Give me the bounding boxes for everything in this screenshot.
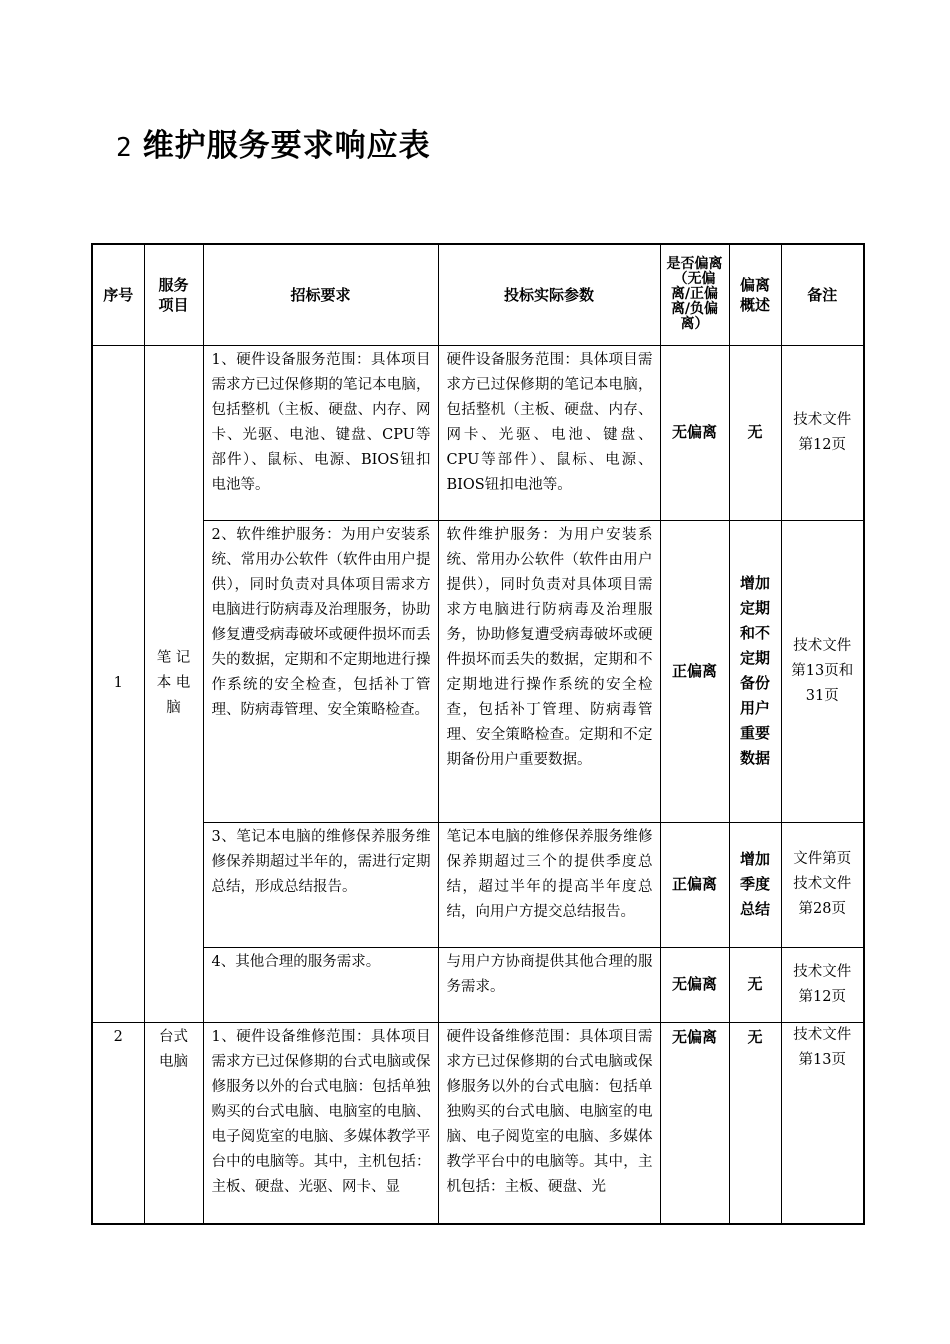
requirement-cell: 3、笔记本电脑的维修保养服务维修保养期超过半年的，需进行定期总结，形成总结报告。 — [203, 822, 438, 947]
row-seq: 1 — [92, 345, 144, 1022]
summary-cell: 无 — [729, 947, 781, 1022]
response-table — [91, 243, 865, 1225]
header-row — [92, 244, 864, 345]
deviation-cell: 无偏离 — [660, 345, 729, 520]
table-row — [92, 822, 864, 947]
header-seq: 序号 — [92, 244, 144, 345]
bid-cell: 软件维护服务：为用户安装系统、常用办公软件（软件由用户提供），同时负责对具体项目需求方电脑进行防病毒及治理服务，协助修复遭受病毒破坏或硬件损坏而丢失的数据，定期和不定期地进行操作系统的安全检查，包括补丁管理、防病毒管理、安全策略检查。定期和不定期备份用户重要数据。 — [438, 520, 660, 822]
remark-cell: 技术文件第12页 — [781, 345, 864, 520]
bid-cell: 与用户方协商提供其他合理的服务需求。 — [438, 947, 660, 1022]
table-row — [92, 947, 864, 1022]
section-title: 维护服务要求响应表 — [142, 128, 431, 164]
requirement-cell: 4、其他合理的服务需求。 — [203, 947, 438, 1022]
remark-cell: 文件第页技术文件第28页 — [781, 822, 864, 947]
section-number: 2 — [116, 133, 133, 163]
requirement-cell: 1、硬件设备服务范围：具体项目需求方已过保修期的笔记本电脑，包括整机（主板、硬盘、内存、网卡、光驱、电池、键盘、CPU等部件）、鼠标、电源、BIOS钮扣电池等。 — [203, 345, 438, 520]
deviation-cell: 正偏离 — [660, 822, 729, 947]
row-service: 台式电脑 — [144, 1022, 203, 1224]
table-row — [92, 1022, 864, 1224]
row-seq: 2 — [92, 1022, 144, 1224]
requirement-cell: 2、软件维护服务：为用户安装系统、常用办公软件（软件由用户提供），同时负责对具体项目需求方电脑进行防病毒及治理服务，协助修复遭受病毒破坏或硬件损坏而丢失的数据，定期和不定期地进行操作系统的安全检查，包括补丁管理、防病毒管理、安全策略检查。 — [203, 520, 438, 822]
bid-cell: 硬件设备维修范围：具体项目需求方已过保修期的台式电脑或保修服务以外的台式电脑：包括单独购买的台式电脑、电脑室的电脑、电子阅览室的电脑、多媒体教学平台中的电脑等。其中，主机包括：主板、硬盘、光 — [438, 1022, 660, 1224]
summary-cell: 增加季度总结 — [729, 822, 781, 947]
deviation-cell: 无偏离 — [660, 947, 729, 1022]
remark-cell: 技术文件第13页 — [781, 1022, 864, 1224]
header-service: 服务项目 — [144, 244, 203, 345]
deviation-cell: 正偏离 — [660, 520, 729, 822]
header-summary: 偏离概述 — [729, 244, 781, 345]
summary-cell: 增加定期和不定期备份用户重要数据 — [729, 520, 781, 822]
bid-cell: 笔记本电脑的维修保养服务维修保养期超过三个的提供季度总结，超过半年的提高半年度总结，向用户方提交总结报告。 — [438, 822, 660, 947]
remark-cell: 技术文件第13页和31页 — [781, 520, 864, 822]
remark-cell: 技术文件第12页 — [781, 947, 864, 1022]
table-row — [92, 520, 864, 822]
bid-cell: 硬件设备服务范围：具体项目需求方已过保修期的笔记本电脑，包括整机（主板、硬盘、内存、网卡、光驱、电池、键盘、CPU等部件）、鼠标、电源、BIOS钮扣电池等。 — [438, 345, 660, 520]
header-deviation: 是否偏离（无偏离/正偏离/负偏离） — [660, 244, 729, 345]
page-title — [116, 120, 431, 165]
header-requirement: 招标要求 — [203, 244, 438, 345]
summary-cell: 无 — [729, 1022, 781, 1224]
row-service: 笔 记 本 电 脑 — [144, 345, 203, 1022]
requirement-cell: 1、硬件设备维修范围：具体项目需求方已过保修期的台式电脑或保修服务以外的台式电脑：包括单独购买的台式电脑、电脑室的电脑、电子阅览室的电脑、多媒体教学平台中的电脑等。其中，主机包括：主板、硬盘、光驱、网卡、显 — [203, 1022, 438, 1224]
summary-cell: 无 — [729, 345, 781, 520]
deviation-cell: 无偏离 — [660, 1022, 729, 1224]
header-remark: 备注 — [781, 244, 864, 345]
header-bid: 投标实际参数 — [438, 244, 660, 345]
table-row — [92, 345, 864, 520]
